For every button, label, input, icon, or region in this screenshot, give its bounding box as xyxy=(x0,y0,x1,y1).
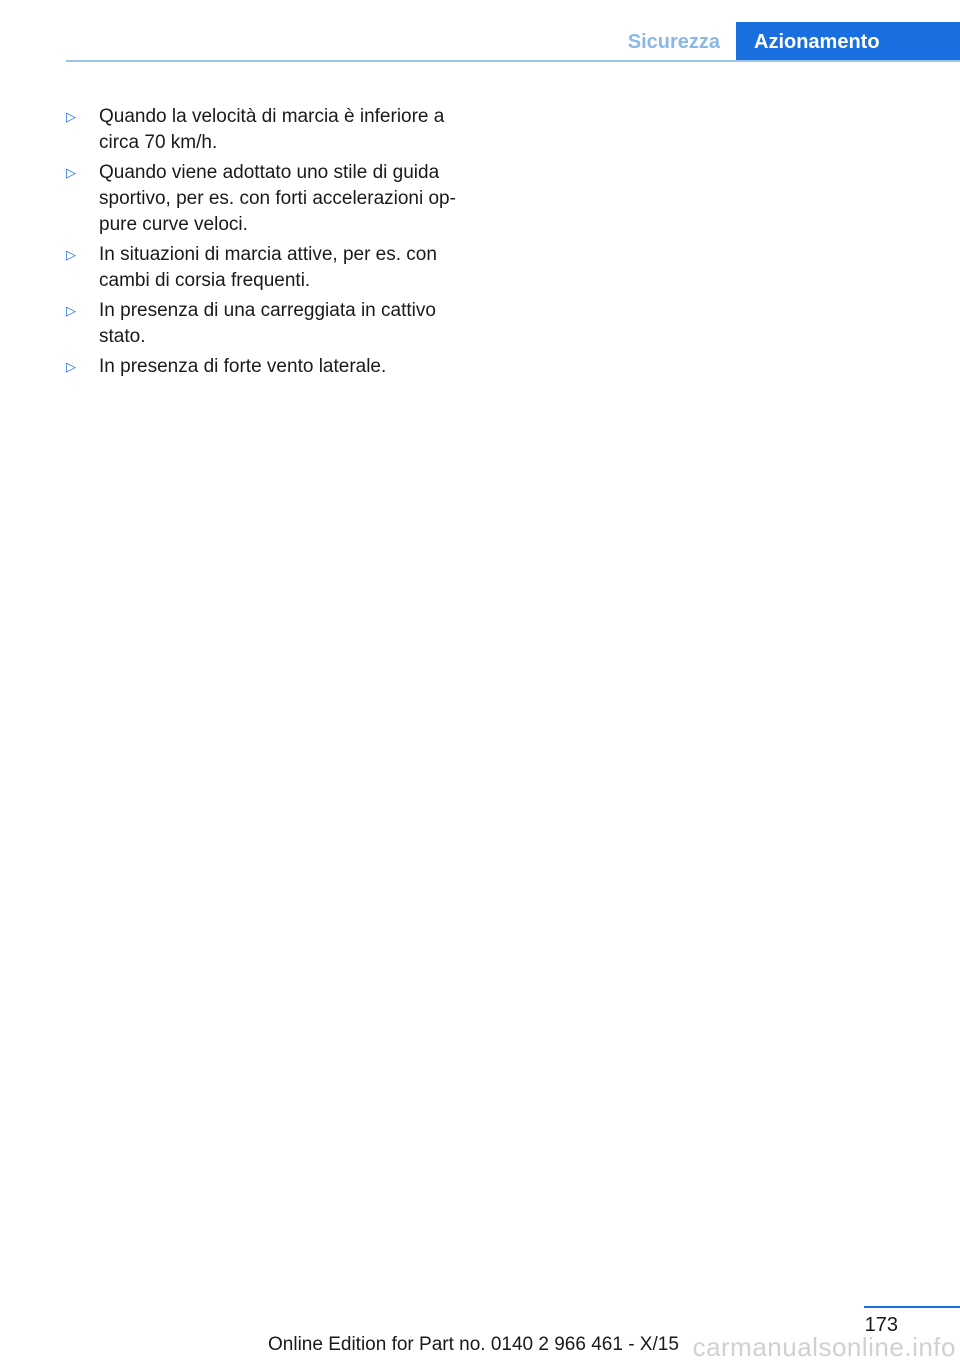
triangle-bullet-icon: ▷ xyxy=(66,166,76,181)
list-item xyxy=(66,298,486,350)
watermark: carmanualsonline.info xyxy=(692,1332,956,1362)
triangle-bullet-icon: ▷ xyxy=(66,304,76,319)
list-item-line: In situazioni di marcia attive, per es. con xyxy=(99,244,437,265)
triangle-bullet-icon: ▷ xyxy=(66,248,76,263)
list-item xyxy=(66,242,486,294)
list-item-line: stato. xyxy=(99,326,146,347)
triangle-bullet-icon: ▷ xyxy=(66,360,76,375)
list-item-line: In presenza di forte vento laterale. xyxy=(99,356,387,377)
list-item-line: circa 70 km/h. xyxy=(99,132,218,153)
list-item-line: cambi di corsia frequenti. xyxy=(99,270,311,291)
list-item-line: In presenza di una carreggiata in cattivo xyxy=(99,300,436,321)
section-title: Sicurezza xyxy=(627,31,720,53)
list-item-line: Quando viene adottato uno stile di guida xyxy=(99,162,440,183)
list-item-line: Quando la velocità di marcia è inferiore a xyxy=(99,106,445,127)
triangle-bullet-icon: ▷ xyxy=(66,110,76,125)
chapter-tab: Azionamento xyxy=(736,22,960,62)
page-header xyxy=(0,0,960,64)
bullet-list xyxy=(66,104,486,384)
footer-divider xyxy=(864,1306,960,1308)
page-number: 173 xyxy=(864,1314,898,1336)
list-item-line: sportivo, per es. con forti accelerazioni op‐ xyxy=(99,188,456,209)
list-item xyxy=(66,160,486,238)
header-divider xyxy=(66,60,960,62)
list-item-line: pure curve veloci. xyxy=(99,214,248,235)
list-item xyxy=(66,354,486,380)
list-item xyxy=(66,104,486,156)
edition-note: Online Edition for Part no. 0140 2 966 461 - X/15 xyxy=(268,1334,679,1355)
